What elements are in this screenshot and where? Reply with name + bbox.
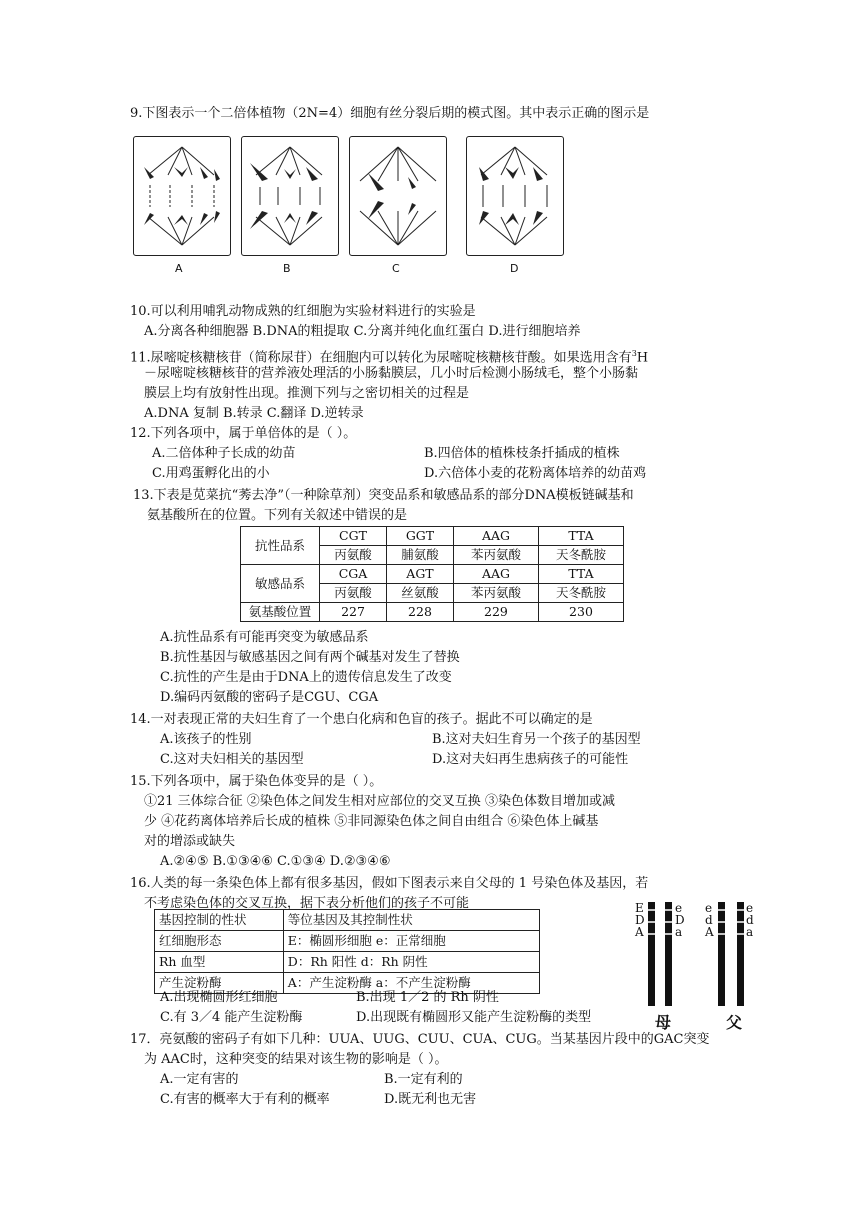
mother-gene-a: A — [635, 925, 644, 939]
q17-option-d: D.既无利也无害 — [384, 1092, 477, 1107]
question-14 — [130, 710, 730, 770]
table-cell: 丙氨酸 — [320, 584, 387, 603]
question-12 — [130, 424, 730, 484]
table-cell: 丝氨酸 — [386, 584, 453, 603]
table-cell: 脯氨酸 — [386, 546, 453, 565]
table-cell: 苯丙氨酸 — [453, 584, 538, 603]
question-17 — [130, 1030, 750, 1110]
table-cell: AAG — [453, 565, 538, 584]
q17-line-2: 为 AAC时，这种突变的结果对该生物的影响是（ ）。 — [144, 1052, 448, 1067]
q12-option-d: D.六倍体小麦的花粉离体培养的幼苗鸡 — [424, 466, 647, 481]
table-cell: CGA — [320, 565, 387, 584]
figure-d-spindle — [467, 137, 563, 255]
q14-option-c: C.这对夫妇相关的基因型 — [160, 752, 304, 767]
q16-options — [160, 988, 630, 1028]
mother-gene-e: E — [635, 901, 644, 915]
figure-b-label: B — [283, 262, 291, 275]
q9-stem: 9.下图表示一个二倍体植物（2N=4）细胞有丝分裂后期的模式图。其中表示正确的图示是 — [130, 106, 650, 121]
father2-gene-a: a — [746, 925, 754, 939]
q16-option-b: B.出现 1／2 的 Rh 阴性 — [356, 990, 499, 1005]
q13-option-d: D.编码丙氨酸的密码子是CGU、CGA — [160, 690, 379, 705]
mother-label: 母 — [655, 1013, 672, 1032]
table-cell: 敏感品系 — [241, 565, 320, 603]
father-gene-d: d — [705, 913, 713, 927]
q17-option-c: C.有害的概率大于有利的概率 — [160, 1092, 330, 1107]
table-cell: 红细胞形态 — [155, 931, 284, 952]
q14-option-b: B.这对夫妇生育另一个孩子的基因型 — [432, 732, 641, 747]
mother2-gene-a: a — [675, 925, 683, 939]
table-cell: 产生淀粉酶 — [155, 973, 284, 994]
q16-option-a: A.出现椭圆形红细胞 — [160, 990, 278, 1005]
q16-line-2: 不考虑染色体的交叉互换，据下表分析他们的孩子不可能 — [144, 896, 470, 911]
figure-c-cell — [349, 136, 447, 256]
question-10 — [130, 302, 581, 342]
q12-option-c: C.用鸡蛋孵化出的小 — [152, 466, 270, 481]
q10-stem: 10.可以利用哺乳动物成熟的红细胞为实验材料进行的实验是 — [130, 304, 476, 319]
q11-options: A.DNA 复制 B.转录 C.翻译 D.逆转录 — [144, 406, 364, 421]
table-cell: 228 — [386, 603, 453, 622]
table-cell: TTA — [538, 527, 623, 546]
q17-line-1: 17．亮氨酸的密码子有如下几种：UUA、UUG、CUU、CUA、CUG。当某基因片段中的GAC突变 — [130, 1032, 710, 1047]
table-cell: 天冬酰胺 — [538, 584, 623, 603]
father-gene-e: e — [705, 901, 713, 915]
table-cell: 苯丙氨酸 — [453, 546, 538, 565]
q11-line-2: －尿嘧啶核糖核苷的营养液处理活的小肠黏膜层，几小时后检测小肠绒毛，整个小肠黏 — [144, 366, 639, 381]
q14-option-a: A.该孩子的性别 — [160, 732, 252, 747]
table-cell: 抗性品系 — [241, 527, 320, 565]
figure-a-spindle — [134, 137, 230, 255]
table-cell: AGT — [386, 565, 453, 584]
table-cell: Rh 血型 — [155, 952, 284, 973]
q13-option-a: A.抗性品系有可能再突变为敏感品系 — [160, 630, 369, 645]
q15-line-1: ①21 三体综合征 ②染色体之间发生相对应部位的交叉互换 ③染色体数目增加或减 — [144, 794, 615, 809]
q17-option-b: B.一定有利的 — [384, 1072, 463, 1087]
q11-line-3: 膜层上均有放射性出现。推测下列与之密切相关的过程是 — [144, 386, 470, 401]
table-cell: 基因控制的性状 — [155, 910, 284, 931]
q15-line-2: 少 ④花药离体培养后长成的植株 ⑤非同源染色体之间自由组合 ⑥染色体上碱基 — [144, 814, 599, 829]
table-cell: AAG — [453, 527, 538, 546]
question-15 — [130, 772, 615, 872]
father2-gene-d: d — [746, 913, 754, 927]
q12-option-b: B.四倍体的植株枝条扦插成的植株 — [424, 446, 620, 461]
q11-line-1-text: 11.尿嘧啶核糖核苷（简称尿苷）在细胞内可以转化为尿嘧啶核糖核苷酸。如果选用含有 — [130, 350, 632, 366]
table-cell: A：产生淀粉酶 a：不产生淀粉酶 — [283, 973, 539, 994]
q13-options — [160, 628, 460, 708]
q13-line-1: 13.下表是苋菜抗“莠去净”（一种除草剂）突变品系和敏感品系的部分DNA模板链碱基和 — [133, 488, 634, 503]
table-cell: 等位基因及其控制性状 — [283, 910, 539, 931]
chromosome-bars — [630, 900, 760, 1012]
figure-a-label: A — [175, 262, 183, 275]
q17-option-a: A.一定有害的 — [160, 1072, 239, 1087]
table-cell: D：Rh 阳性 d：Rh 阴性 — [283, 952, 539, 973]
q16-option-c: C.有 3／4 能产生淀粉酶 — [160, 1010, 303, 1025]
q16-option-d: D.出现既有椭圆形又能产生淀粉酶的类型 — [356, 1010, 592, 1025]
table-cell: 丙氨酸 — [320, 546, 387, 565]
q11-line-1-end: H — [636, 350, 649, 366]
q10-options: A.分离各种细胞器 B.DNA的粗提取 C.分离并纯化血红蛋白 D.进行细胞培养 — [144, 324, 581, 339]
q13-option-c: C.抗性的产生是由于DNA上的遗传信息发生了改变 — [160, 670, 452, 685]
q13-line-2: 氨基酸所在的位置。下列有关叙述中错误的是 — [147, 508, 408, 523]
table-cell: 氨基酸位置 — [241, 603, 320, 622]
q13-table — [240, 526, 624, 622]
q14-option-d: D.这对夫妇再生患病孩子的可能性 — [432, 752, 629, 767]
q12-option-a: A.二倍体种子长成的幼苗 — [152, 446, 296, 461]
q15-options: A.②④⑤ B.①③④⑥ C.①③④ D.②③④⑥ — [160, 854, 391, 869]
q11-line-1 — [130, 344, 648, 364]
table-cell: TTA — [538, 565, 623, 584]
q16-table — [154, 909, 540, 994]
q14-stem: 14.一对表现正常的夫妇生育了一个患白化病和色盲的孩子。据此不可以确定的是 — [130, 712, 593, 727]
figure-c-label: C — [392, 262, 400, 275]
q16-line-1: 16.人类的每一条染色体上都有很多基因，假如下图表示来自父母的 1 号染色体及基因，若 — [130, 876, 649, 891]
q15-stem: 15.下列各项中，属于染色体变异的是（ ）。 — [130, 774, 383, 789]
table-cell: CGT — [320, 527, 387, 546]
table-cell: E：椭圆形细胞 e：正常细胞 — [283, 931, 539, 952]
figure-a-cell — [133, 136, 231, 256]
mother-gene-d: D — [635, 913, 645, 927]
figure-b-cell — [241, 136, 339, 256]
table-cell: 230 — [538, 603, 623, 622]
question-13 — [133, 486, 634, 526]
figure-b-spindle — [242, 137, 338, 255]
question-11 — [130, 344, 648, 424]
mother2-gene-d: D — [675, 913, 685, 927]
q15-line-3: 对的增添或缺失 — [144, 834, 236, 849]
table-cell: 229 — [453, 603, 538, 622]
q13-option-b: B.抗性基因与敏感基因之间有两个碱基对发生了替换 — [160, 650, 460, 665]
figure-c-spindle — [350, 137, 446, 255]
figure-d-label: D — [510, 262, 519, 275]
figure-d-cell — [466, 136, 564, 256]
question-16 — [130, 874, 648, 914]
father-gene-a: A — [705, 925, 714, 939]
father2-gene-e: e — [746, 901, 754, 915]
q11-superscript: 3 — [631, 349, 637, 358]
table-cell: 天冬酰胺 — [538, 546, 623, 565]
mother2-gene-e: e — [675, 901, 683, 915]
father-label: 父 — [726, 1013, 743, 1032]
table-cell: GGT — [386, 527, 453, 546]
table-cell: 227 — [320, 603, 387, 622]
q12-stem: 12.下列各项中，属于单倍体的是（ ）。 — [130, 426, 357, 441]
